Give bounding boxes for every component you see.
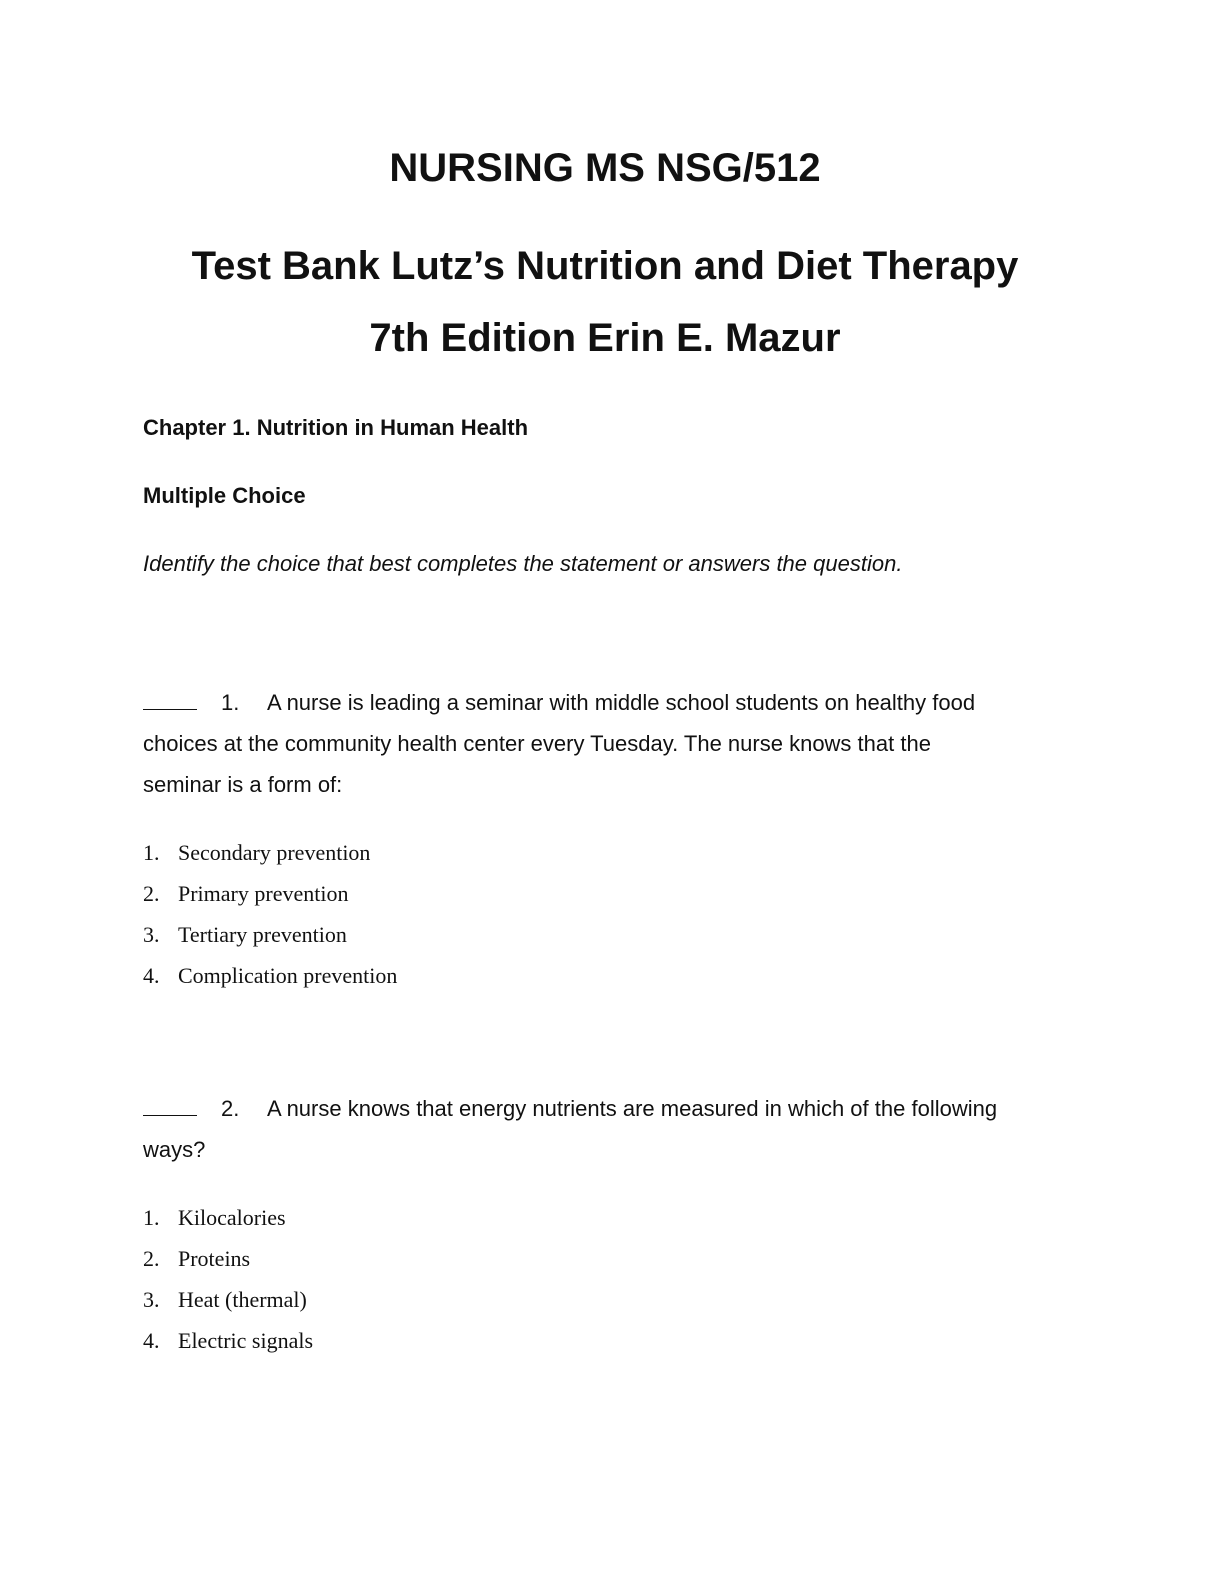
option-number: 3.: [143, 1287, 160, 1312]
option-number: 1.: [143, 840, 160, 865]
instructions: Identify the choice that best completes the statement or answers the question.: [143, 551, 903, 576]
question-1-stem-line-1: [143, 688, 975, 718]
question-2-stem-line-1: [143, 1094, 997, 1124]
question-text: A nurse is leading a seminar with middle school students on healthy food: [267, 690, 976, 715]
question-1-option-1: [143, 838, 370, 868]
book-title-line-2: 7th Edition Erin E. Mazur: [369, 316, 841, 360]
answer-blank-2[interactable]: [143, 1095, 197, 1116]
question-2-option-2: [143, 1244, 250, 1274]
question-2-option-3: [143, 1285, 307, 1315]
book-title-line-1: Test Bank Lutz’s Nutrition and Diet Therapy: [191, 244, 1019, 288]
option-text: Proteins: [178, 1246, 251, 1271]
question-number: 2.: [221, 1096, 240, 1121]
option-text: Kilocalories: [178, 1205, 286, 1230]
course-title: NURSING MS NSG/512: [389, 146, 821, 190]
question-text: A nurse knows that energy nutrients are measured in which of the following: [267, 1096, 998, 1121]
section-heading: Multiple Choice: [143, 483, 306, 508]
question-1-stem-line-3: seminar is a form of:: [143, 772, 343, 797]
question-2-option-4: [143, 1326, 313, 1356]
option-text: Tertiary prevention: [178, 922, 347, 947]
option-number: 3.: [143, 922, 160, 947]
option-number: 1.: [143, 1205, 160, 1230]
question-1-option-2: [143, 879, 348, 909]
question-1-option-3: [143, 920, 347, 950]
option-text: Secondary prevention: [178, 840, 371, 865]
chapter-heading: Chapter 1. Nutrition in Human Health: [143, 415, 529, 440]
question-1-stem-line-2: choices at the community health center every Tuesday. The nurse knows that the: [143, 731, 931, 756]
answer-blank-1[interactable]: [143, 689, 197, 710]
option-number: 4.: [143, 1328, 160, 1353]
option-number: 2.: [143, 881, 160, 906]
option-text: Primary prevention: [178, 881, 349, 906]
question-number: 1.: [221, 690, 240, 715]
question-1-option-4: [143, 961, 397, 991]
question-2-stem-line-2: ways?: [143, 1137, 206, 1162]
question-2-option-1: [143, 1203, 286, 1233]
option-text: Heat (thermal): [178, 1287, 307, 1312]
option-text: Electric signals: [178, 1328, 314, 1353]
option-number: 4.: [143, 963, 160, 988]
option-number: 2.: [143, 1246, 160, 1271]
option-text: Complication prevention: [178, 963, 398, 988]
